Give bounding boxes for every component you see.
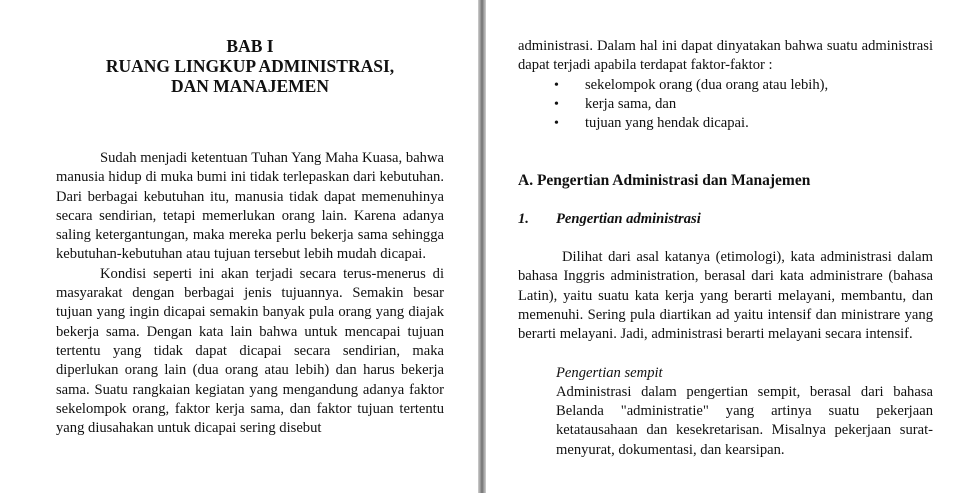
heading-spacer — [56, 96, 444, 149]
factor-item: • sekelompok orang (dua orang atau lebih), — [518, 76, 933, 95]
factor-item: • kerja sama, dan — [518, 95, 933, 114]
etymology-paragraph: Dilihat dari asal katanya (etimologi), kata administrasi dalam bahasa Inggris administration, berasal dari kata administrare (bahasa Latin), yaitu suatu kata kerja yang berarti melayani, membantu, dan memenuhi. Sering pula diartikan ad yaitu intensif dan ministrare yang berarti melayani. Jadi, administrasi berarti melayani secara intensif. — [518, 249, 933, 343]
narrow-definition-text: Administrasi dalam pengertian sempit, berasal dari bahasa Belanda "administratie" yang artinya suatu pekerjaan ketatausahaan dan kesekretarisan. Misalnya pekerjaan surat-menyurat, dokumentasi, dan kearsipan. — [556, 383, 933, 458]
subsection-number: 1. — [518, 210, 529, 227]
factor-item: • tujuan yang hendak dicapai. — [518, 114, 933, 133]
right-page — [486, 0, 967, 493]
intro-paragraph: Sudah menjadi ketentuan Tuhan Yang Maha Kuasa, bahwa manusia hidup di muka bumi ini tidak terlepaskan dari kebutuhan. Dari berbagai kebutuhan itu, manusia tidak dapat memenuhinya secara sendirian, tetapi memerlukan orang lain. Karena adanya saling ketergantungan, maka mereka perlu bekerja sama sehingga kebutuhan-kebutuhan atau tujuan tersebut lebih mudah dicapai. — [56, 150, 444, 263]
left-page-content — [56, 36, 444, 438]
right-page-content — [518, 37, 933, 460]
page-gutter — [478, 0, 486, 493]
subsection-title: Pengertian administrasi — [556, 210, 701, 227]
section-heading: A. Pengertian Administrasi dan Manajemen — [518, 172, 811, 190]
condition-paragraph: Kondisi seperti ini akan terjadi secara terus-menerus di masyarakat dengan berbagai jenis tujuannya. Semakin besar tujuan yang ingin dicapai semakin banyak pula orang yang diajak bekerja sama. Dengan kata lain bahwa untuk mencapai tujuan tertentu yang tidak dapat dicapai secara sendirian, maka diperlukan orang lain (dua orang atau lebih) dan harus bekerja sama. Suatu rangkaian kegiatan yang mengandung adanya faktor sekelompok orang, faktor kerja sama, dan faktor tujuan tertentu yang diusahakan untuk dicapai sering disebut — [56, 265, 444, 437]
continuation-paragraph: administrasi. Dalam hal ini dapat dinyatakan bahwa suatu administrasi dapat terjadi apabila terdapat faktor-faktor : — [518, 38, 933, 74]
narrow-definition-block — [556, 364, 933, 460]
chapter-number: BAB I — [226, 36, 274, 56]
chapter-title-line-1: RUANG LINGKUP ADMINISTRASI, — [105, 56, 395, 76]
subsection-heading — [518, 210, 933, 229]
left-page — [0, 0, 478, 493]
chapter-title-line-2: DAN MANAJEMEN — [171, 76, 329, 96]
narrow-definition-label: Pengertian sempit — [556, 364, 663, 381]
factor-list — [518, 76, 933, 134]
